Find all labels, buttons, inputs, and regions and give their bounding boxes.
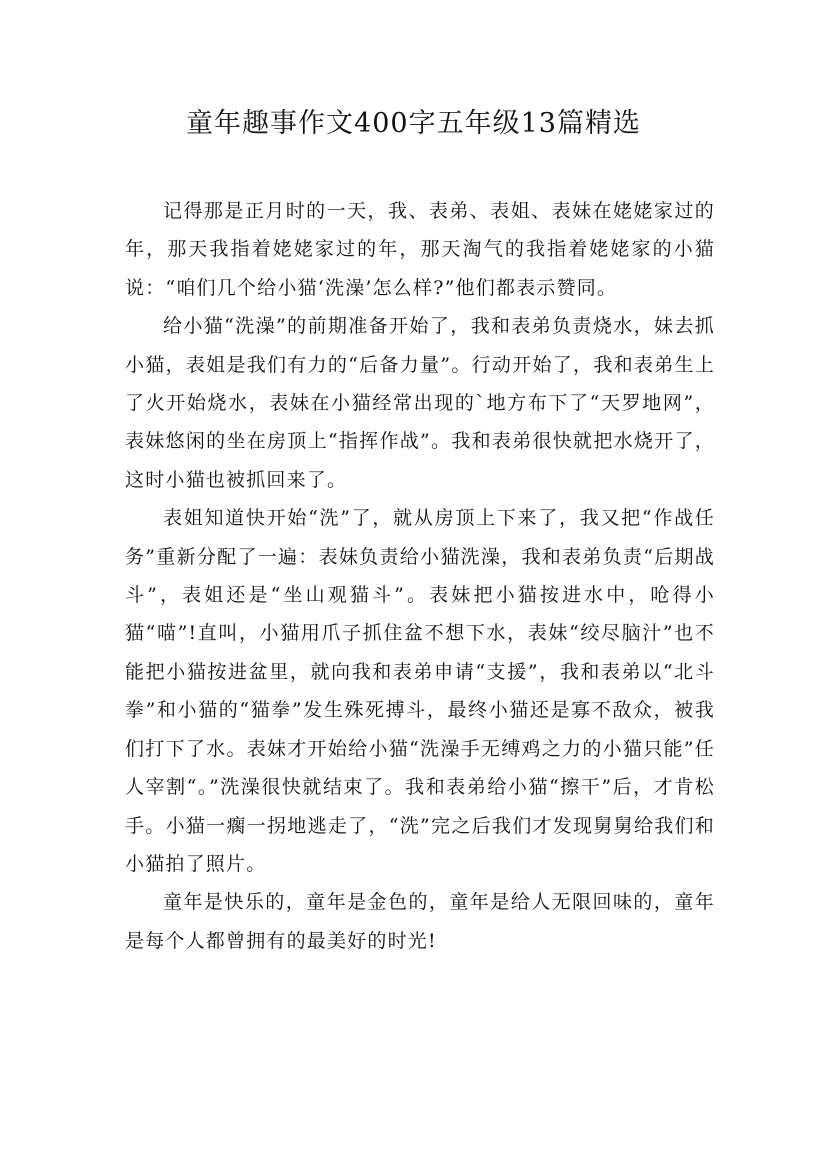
paragraph-2: 给小猫“洗澡”的前期准备开始了，我和表弟负责烧水，妹去抓小猫，表姐是我们有力的“后备力量”。行动开始了，我和表弟生上了火开始烧水，表妹在小猫经常出现的`地方布下了“天罗地网”，表妹悠闲的坐在房顶上“指挥作战”。我和表弟很快就把水烧开了，这时小猫也被抓回来了。 bbox=[125, 315, 715, 491]
paragraph-4: 童年是快乐的，童年是金色的，童年是给人无限回味的，童年是每个人都曾拥有的最美好的时光! bbox=[125, 891, 715, 952]
document-title: 童年趣事作文400字五年级13篇精选 bbox=[186, 108, 641, 139]
document-body bbox=[125, 192, 715, 960]
paragraph-3: 表姐知道快开始“洗”了，就从房顶上下来了，我又把“作战任务”重新分配了一遍：表妹负责给小猫洗澡，我和表弟负责“后期战斗”，表姐还是“坐山观猫斗”。表妹把小猫按进水中，呛得小猫“喵”!直叫，小猫用爪子抓住盆不想下水，表妹“绞尽脑汁”也不能把小猫按进盆里，就向我和表弟申请“支援”，我和表弟以“北斗拳”和小猫的“猫拳”发生殊死搏斗，最终小猫还是寡不敌众，被我们打下了水。表妹才开始给小猫“洗澡手无缚鸡之力的小猫只能”任人宰割“。”洗澡很快就结束了。我和表弟给小猫“擦干”后，才肯松手。小猫一瘸一拐地逃走了，“洗”完之后我们才发现舅舅给我们和小猫拍了照片。 bbox=[125, 507, 715, 875]
paragraph-1: 记得那是正月时的一天，我、表弟、表姐、表妹在姥姥家过的年，那天我指着姥姥家过的年，那天淘气的我指着姥姥家的小猫说：“咱们几个给小猫‘洗澡’怎么样?”他们都表示赞同。 bbox=[125, 200, 715, 299]
